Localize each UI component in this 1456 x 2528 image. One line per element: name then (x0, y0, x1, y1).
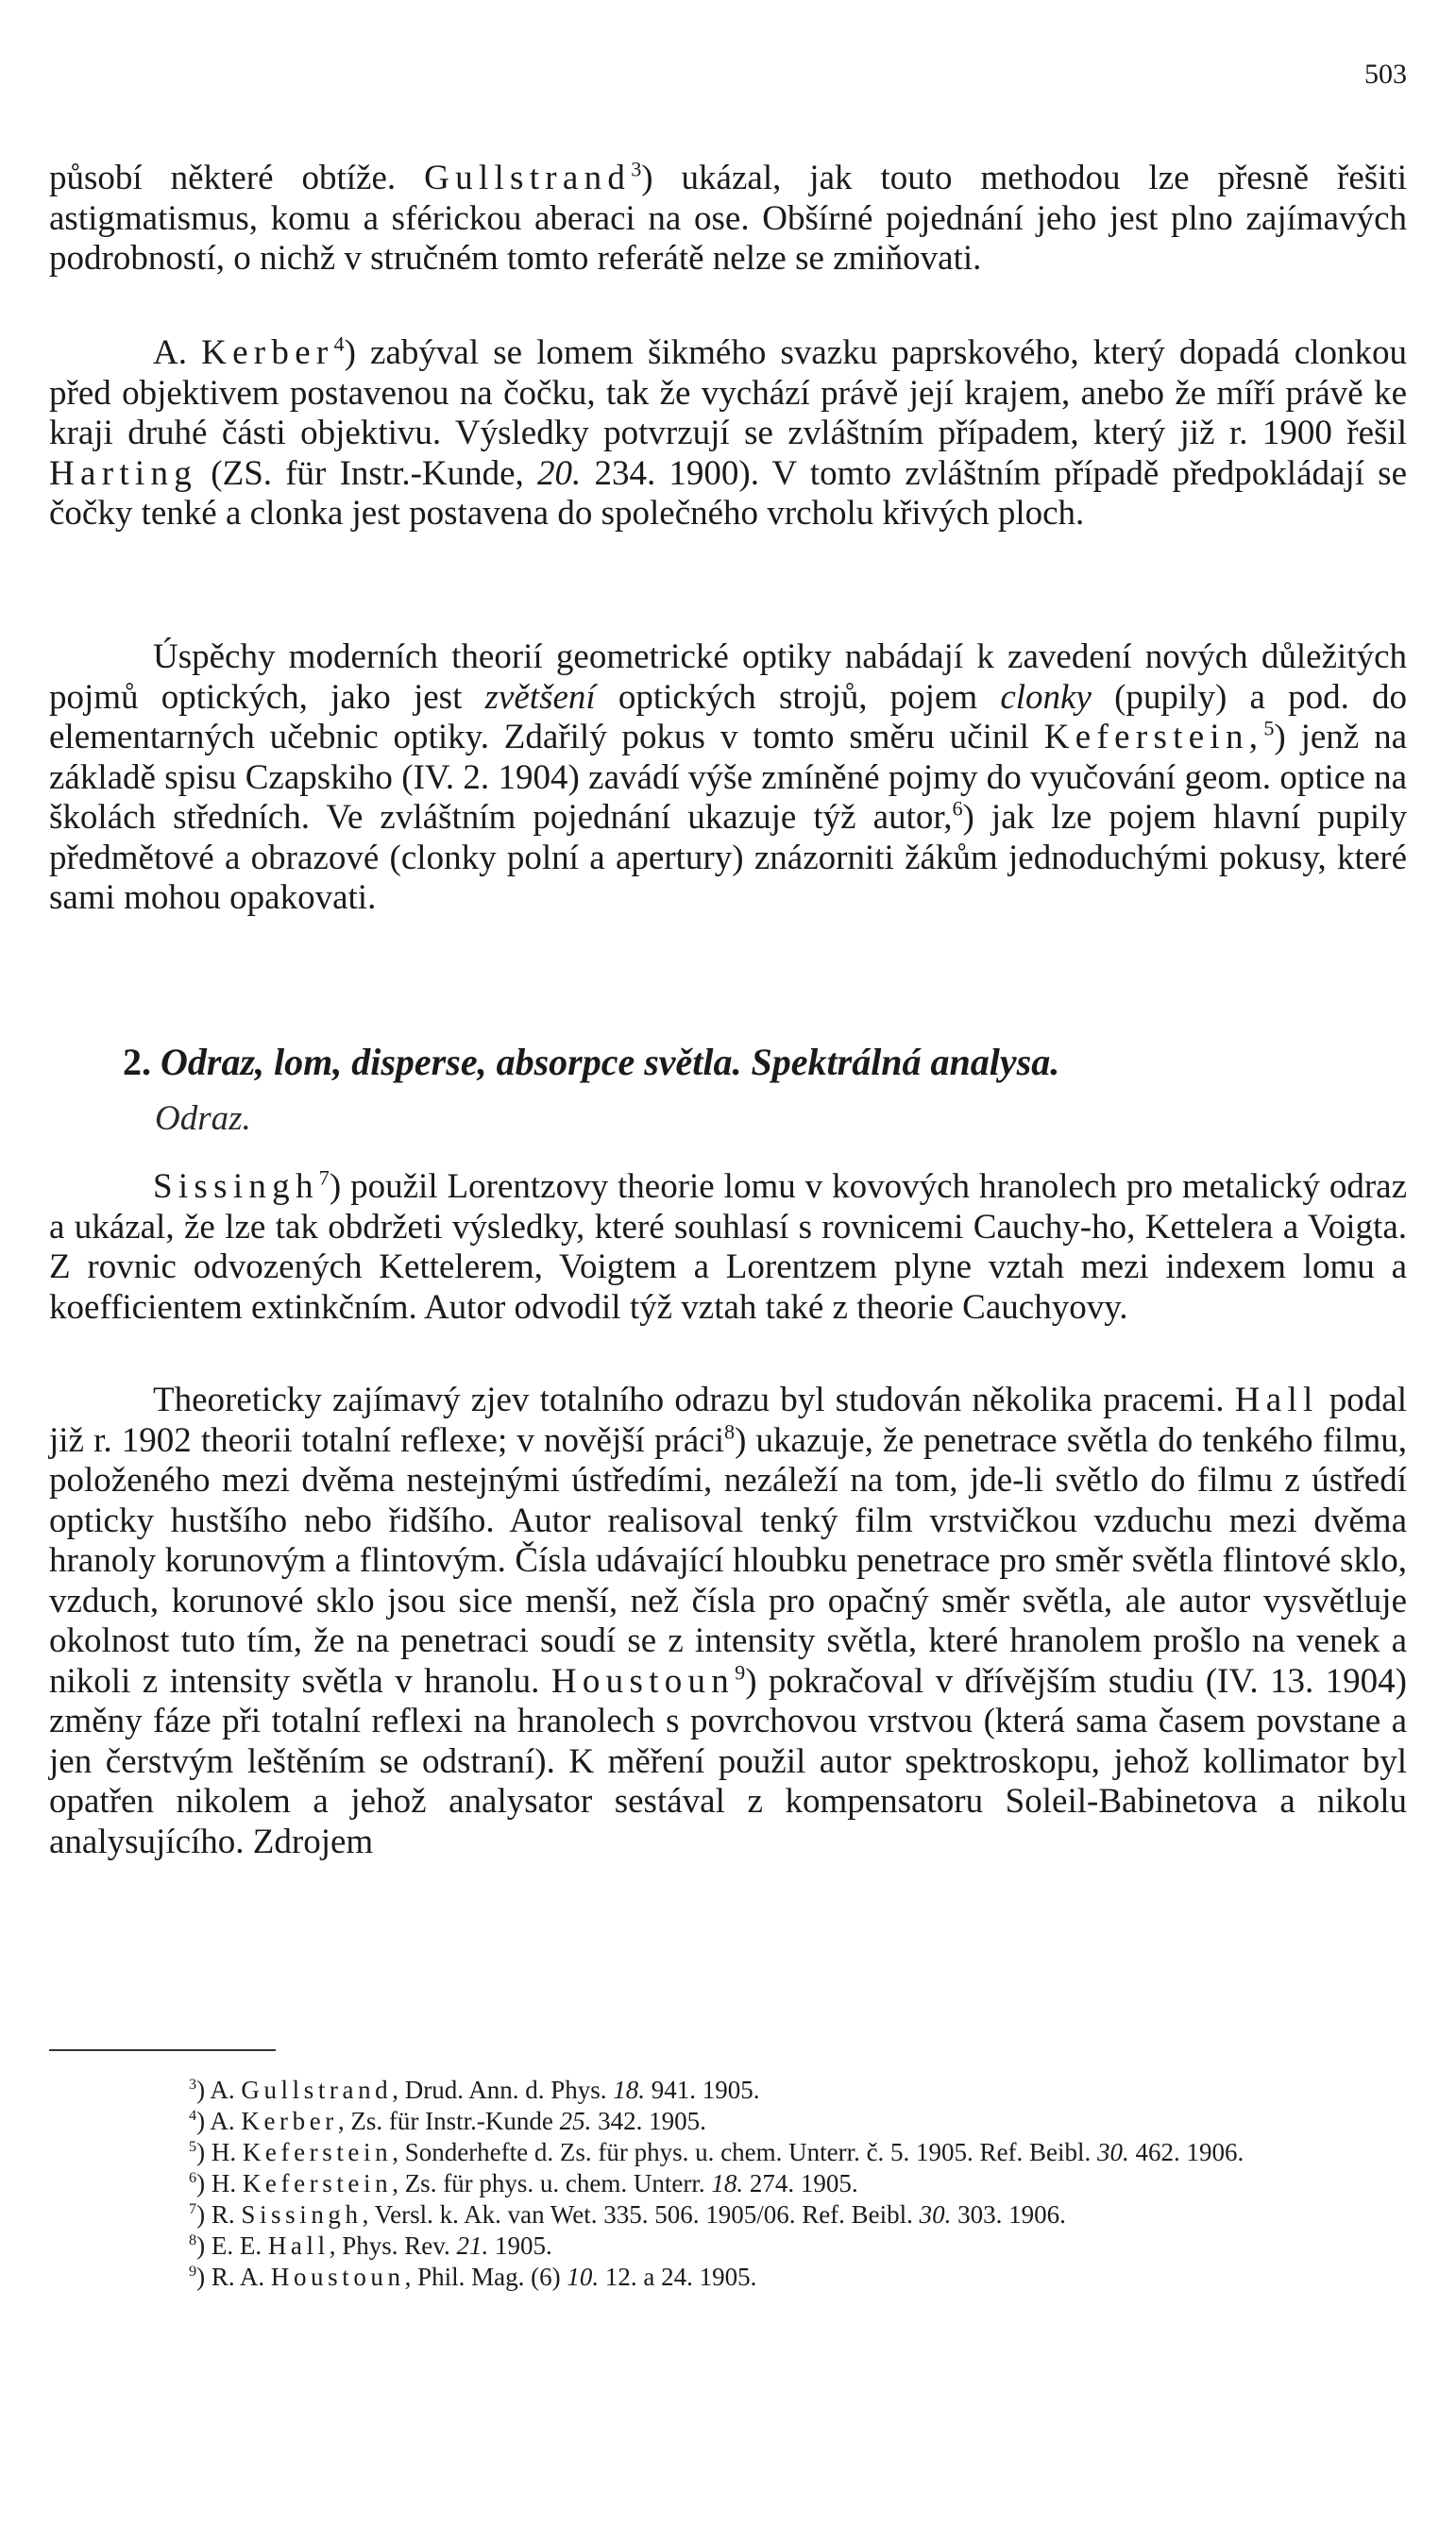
author-name: Gullstrand (241, 2076, 393, 2104)
footnote-text: A. (210, 2107, 242, 2135)
footnote-8: $^8$) E. E. Hall, Phys. Rev. 21. 1905. (189, 2231, 552, 2260)
footnote-text: H. (211, 2169, 243, 2197)
footnote-number: 5 (189, 2138, 197, 2155)
subsection-heading: Odraz. (155, 1099, 251, 1138)
footnote-text: R. A. (211, 2263, 271, 2291)
text-run: ) pokračoval v dřívějším studiu (IV. 13. 1904) změny fáze při totalní reflexi na hranolech s povrchovou vrstvou (která sama časem povstane a jen čerstvým leštěním se odstraní). K měření použil autor spektroskopu, jehož kollimator byl opatřen nikolem a jehož analysator sestával z kompensatoru Soleil-Babinetova a nikolu analysujícího. Zdrojem (49, 1661, 1408, 1861)
footnote-text: E. E. (211, 2231, 268, 2260)
author-name: Keferstein (242, 2169, 393, 2197)
footnote-ref: 3 (631, 157, 642, 181)
text-run: ) ukazuje, že penetrace světla do tenkého filmu, položeného mezi dvěma nestejnými ústředími, nezáleží na tom, jde-li světlo do filmu z ústředí opticky hustšího nebo řidšího. Autor realisoval tenký film vrstvičkou vzduchu mezi dvěma hranoly korunovým a flintovým. Čísla udávající hloubku penetrace pro směr světla flintové sklo, vzduch, korunové sklo jsou sice menší, než čísla pro opačný směr světla, ale autor vysvětluje okolnost tuto tím, že na penetraci soudí se z intensity světla, které hranolem prošlo na venek a nikoli z intensity světla v hranolu. (49, 1420, 1408, 1701)
footnote-5: $^5$) H. Keferstein, Sonderhefte d. Zs. für phys. u. chem. Unterr. č. 5. 1905. Ref. Beibl. 30. 462. 1906. (189, 2138, 1244, 2166)
paragraph-2 (49, 333, 1407, 534)
text-run: 234. 1900). V tomto zvláštním případě předpokládají se čočky tenké a clonka jest postavena do společného vrcholu křivých ploch. (49, 453, 1407, 533)
text-run: působí některé obtíže. (49, 159, 425, 197)
author-name: Kerber (241, 2107, 338, 2135)
footnote-6: $^6$) H. Keferstein, Zs. für phys. u. chem. Unterr. 18. 274. 1905. (189, 2169, 858, 2197)
footnote-text: 274. 1905. (743, 2169, 858, 2197)
text-run: ) použil Lorentzovy theorie lomu v kovových hranolech pro metalický odraz a ukázal, že lze tak obdržeti výsledky, které souhlasí s rovnicemi Cauchy-ho, Kettelera a Voigta. Z rovnic odvozených Kettelerem, Voigtem a Lorentzem plyne vztah mezi indexem lomu a koefficientem extinkčním. Autor odvodil týž vztah také z theorie Cauchyovy. (49, 1167, 1407, 1327)
section-number: 2. (123, 1041, 151, 1083)
text-run: Úspěchy moderních theorií geometrické optiky nabádají k zavedení nových důležitých pojmů optických, jako jest (49, 637, 1407, 717)
text-run: podal již r. 1902 theorii totalní reflexe; v novější práci (49, 1381, 1408, 1460)
footnote-text: , Drud. Ann. d. Phys. (392, 2076, 614, 2104)
footnote-ref: 8 (723, 1419, 736, 1444)
footnote-ref: 5 (1263, 716, 1275, 740)
footnote-7: $^7$) R. Sissingh, Versl. k. Ak. van Wet. 335. 506. 1905/06. Ref. Beibl. 30. 303. 1906. (189, 2200, 1066, 2229)
volume-number: 18. (613, 2076, 646, 2104)
footnote-text: 12. a 24. 1905. (599, 2263, 757, 2291)
footnote-number: 3 (189, 2076, 197, 2093)
footnote-text: 941. 1905. (645, 2076, 760, 2104)
footnote-number: 9 (189, 2263, 197, 2280)
footnote-number: 6 (189, 2169, 197, 2186)
author-name: Sissingh (153, 1167, 319, 1206)
text-run: ) ukázal, jak touto methodou lze přesně řešiti astigmatismus, komu a sférickou aberaci na ose. Obšírné pojednání jeho jest plno zajímavých podrobností, o nichž v stručném tomto referátě nelze se zmiňovati. (49, 159, 1407, 278)
text-run: optických strojů, pojem (595, 677, 1001, 717)
footnote-text: H. (211, 2138, 243, 2166)
footnote-number: 7 (189, 2200, 197, 2217)
author-name: Keferstein (242, 2138, 393, 2166)
footnote-ref: 7 (318, 1165, 330, 1190)
footnote-9: $^9$) R. A. Houstoun, Phil. Mag. (6) 10. 12. a 24. 1905. (189, 2263, 757, 2291)
footnote-ref: 6 (952, 796, 963, 821)
emphasis: zvětšení (484, 677, 596, 717)
footnotes (49, 2075, 1407, 2293)
footnote-number: 4 (189, 2107, 197, 2124)
author-name: Kerber (201, 333, 334, 372)
author-name: Gullstrand (424, 159, 632, 197)
footnote-text: R. (211, 2200, 242, 2229)
page-number: 503 (1364, 59, 1407, 90)
footnote-text: , Zs. für phys. u. chem. Unterr. (392, 2169, 712, 2197)
volume-number: 21. (456, 2231, 489, 2260)
footnote-text: , Versl. k. Ak. van Wet. 335. 506. 1905/06. Ref. Beibl. (362, 2200, 920, 2229)
paragraph-1 (49, 159, 1407, 280)
volume-number: 30. (1097, 2138, 1129, 2166)
text-run: Theoreticky zajímavý zjev totalního odrazu byl studován několika pracemi. (153, 1381, 1235, 1419)
footnote-number: 8 (189, 2231, 197, 2248)
section-heading (49, 1041, 1407, 1084)
emphasis: clonky (1000, 677, 1092, 717)
author-name: Houstoun (550, 1661, 736, 1701)
footnote-text: A. (210, 2076, 242, 2104)
author-name: Hall (1234, 1381, 1319, 1419)
text-run: (ZS. für Instr.-Kunde, (197, 453, 538, 493)
volume-number: 18. (711, 2169, 744, 2197)
footnote-text: , Sonderhefte d. Zs. für phys. u. chem. Unterr. č. 5. 1905. Ref. Beibl. (392, 2138, 1098, 2166)
volume-number: 10. (567, 2263, 600, 2291)
footnote-text: , Phys. Rev. (329, 2231, 457, 2260)
footnote-text: , Phil. Mag. (6) (404, 2263, 567, 2291)
author-name: Harting (49, 453, 198, 493)
footnote-text: 342. 1905. (591, 2107, 706, 2135)
footnote-ref: 4 (333, 331, 345, 356)
text-run: ) jenž na základě spisu Czapskiho (IV. 2. 1904) zavádí výše zmíněné pojmy do vyučování geom. optice na školách středních. Ve zvláštním pojednání ukazuje týž autor, (49, 718, 1407, 837)
author-name: Hall (267, 2231, 330, 2260)
text-run: (pupily) a pod. do elementarných učebnic optiky. Zdařilý pokus v tomto směru učinil (49, 677, 1408, 756)
text-run: A. (153, 333, 202, 372)
paragraph-4 (49, 1167, 1407, 1328)
author-name: Houstoun (270, 2263, 405, 2291)
volume-number: 20. (537, 453, 582, 493)
footnote-text: , Zs. für Instr.-Kunde (337, 2107, 560, 2135)
footnote-4: $^4$) A. Kerber, Zs. für Instr.-Kunde 25. 342. 1905. (189, 2107, 706, 2135)
section-title: Odraz, lom, disperse, absorpce světla. Spektrálná analysa. (161, 1041, 1060, 1083)
footnote-ref: 9 (735, 1660, 746, 1685)
volume-number: 25. (559, 2107, 592, 2135)
footnote-text: 303. 1906. (951, 2200, 1066, 2229)
author-name: Keferstein, (1043, 718, 1264, 756)
volume-number: 30. (919, 2200, 952, 2229)
footnote-text: 462. 1906. (1128, 2138, 1244, 2166)
footnote-text: 1905. (488, 2231, 552, 2260)
paragraph-3 (49, 637, 1407, 919)
author-name: Sissingh (241, 2200, 363, 2229)
footnote-divider (49, 2049, 276, 2051)
text-run: ) jak lze pojem hlavní pupily předmětové a obrazové (clonky polní a apertury) znázorniti žákům jednoduchými pokusy, které sami mohou opakovati. (49, 798, 1407, 917)
text-run: ) zabýval se lomem šikmého svazku paprskového, který dopadá clonkou před objektivem postavenou na čočku, tak že vychází právě její krajem, anebo že míří právě ke kraji druhé části objektivu. Výsledky potvrzují se zvláštním případem, který již r. 1900 řešil (49, 333, 1407, 452)
footnote-3: $^3$) A. Gullstrand, Drud. Ann. d. Phys. 18. 941. 1905. (189, 2076, 760, 2104)
paragraph-5 (49, 1381, 1407, 1862)
